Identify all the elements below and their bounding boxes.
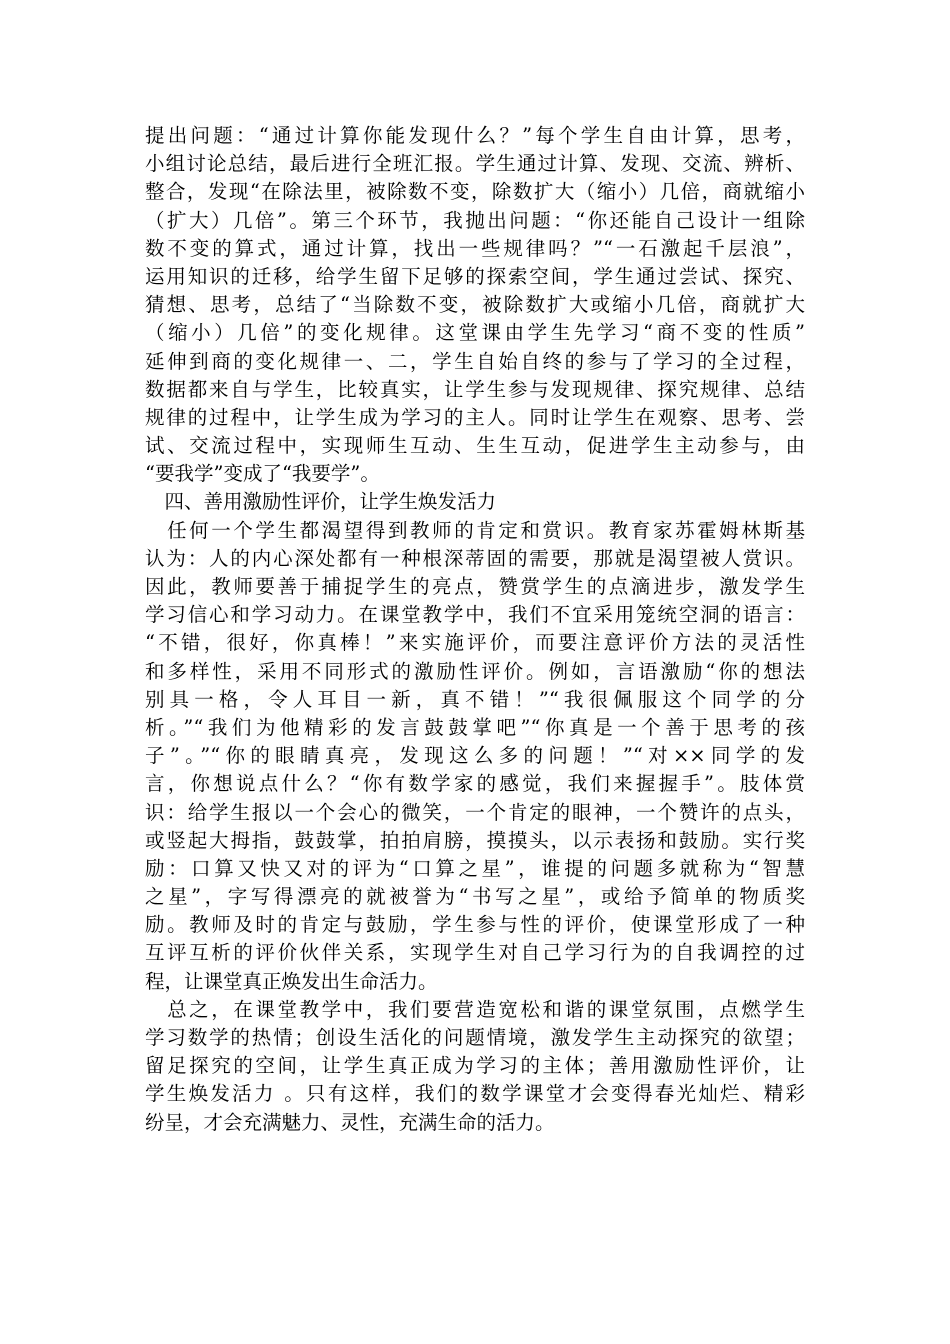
text-line: 或竖起大拇指，鼓鼓掌，拍拍肩膀，摸摸头，以示表扬和鼓励。实行奖 (145, 828, 805, 852)
text-line: 程，让课堂真正焕发出生命活力。 (145, 969, 438, 993)
text-line: 数据都来自与学生，比较真实，让学生参与发现规律、探究规律、总结 (145, 377, 805, 401)
text-line: 任何一个学生都渴望得到教师的肯定和赏识。教育家苏霍姆林斯基 (145, 518, 805, 542)
text-line: 运用知识的迁移，给学生留下足够的探索空间，学生通过尝试、探究、 (145, 264, 805, 288)
text-line: “要我学”变成了“我要学”。 (145, 462, 380, 486)
text-line: 别具一格，令人耳目一新，真不错！”“我很佩服这个同学的分 (145, 687, 805, 711)
text-line: 数不变的算式，通过计算，找出一些规律吗？”“一石激起千层浪”， (145, 236, 805, 260)
text-line: 励：口算又快又对的评为“口算之星”，谁提的问题多就称为“智慧 (145, 856, 805, 880)
text-line: 之星”，字写得漂亮的就被誉为“书写之星”，或给予简单的物质奖 (145, 885, 805, 909)
text-line: 子”。”“你的眼睛真亮，发现这么多的问题！”“对××同学的发 (145, 744, 805, 768)
text-line: 析。”“我们为他精彩的发言鼓鼓掌吧”“你真是一个善于思考的孩 (145, 715, 805, 739)
text-line: 提出问题：“通过计算你能发现什么？”每个学生自由计算，思考， (145, 124, 805, 147)
text-line: 总之，在课堂教学中，我们要营造宽松和谐的课堂氛围，点燃学生 (145, 997, 805, 1021)
text-line: 互评互析的评价伙伴关系，实现学生对自己学习行为的自我调控的过 (145, 941, 805, 965)
text-line: （缩小）几倍”的变化规律。这堂课由学生先学习“商不变的性质” (145, 321, 805, 345)
body-text (145, 122, 805, 1137)
text-line: 励。教师及时的肯定与鼓励，学生参与性的评价，使课堂形成了一种 (145, 913, 805, 937)
text-line: 因此，教师要善于捕捉学生的亮点，赞赏学生的点滴进步，激发学生 (145, 575, 805, 598)
text-line: 留足探究的空间，让学生真正成为学习的主体；善用激励性评价，让 (145, 1054, 805, 1078)
text-line: 和多样性，采用不同形式的激励性评价。例如，言语激励“你的想法 (145, 659, 805, 683)
text-line: 学习信心和学习动力。在课堂教学中，我们不宜采用笼统空洞的语言： (145, 603, 805, 627)
text-line: 小组讨论总结，最后进行全班汇报。学生通过计算、发现、交流、辨析、 (145, 152, 805, 176)
text-line: 规律的过程中，让学生成为学习的主人。同时让学生在观察、思考、尝 (145, 405, 805, 429)
text-line: “不错，很好，你真棒！”来实施评价，而要注意评价方法的灵活性 (145, 631, 805, 655)
text-line: 猜想、思考，总结了“当除数不变，被除数扩大或缩小几倍，商就扩大 (145, 293, 805, 317)
text-line: 试、交流过程中，实现师生互动、生生互动，促进学生主动参与，由 (145, 434, 805, 458)
text-line: 识：给学生报以一个会心的微笑，一个肯定的眼神，一个赞许的点头， (145, 800, 805, 824)
text-line: 言，你想说点什么？“你有数学家的感觉，我们来握握手”。肢体赏 (145, 772, 805, 796)
section-heading: 四、善用激励性评价，让学生焕发活力 (145, 490, 497, 514)
text-line: 认为：人的内心深处都有一种根深蒂固的需要，那就是渴望被人赏识。 (145, 546, 805, 570)
text-line: （扩大）几倍”。第三个环节，我抛出问题：“你还能自己设计一组除 (145, 208, 805, 232)
text-line: 纷呈，才会充满魅力、灵性，充满生命的活力。 (145, 1110, 555, 1134)
text-line: 整合，发现“在除法里，被除数不变，除数扩大（缩小）几倍，商就缩小 (145, 180, 805, 204)
text-line: 学生焕发活力 。只有这样，我们的数学课堂才会变得春光灿烂、精彩 (145, 1082, 805, 1106)
text-line: 学习数学的热情；创设生活化的问题情境，激发学生主动探究的欲望； (145, 1026, 805, 1049)
text-line: 延伸到商的变化规律一、二，学生自始自终的参与了学习的全过程， (145, 349, 805, 373)
